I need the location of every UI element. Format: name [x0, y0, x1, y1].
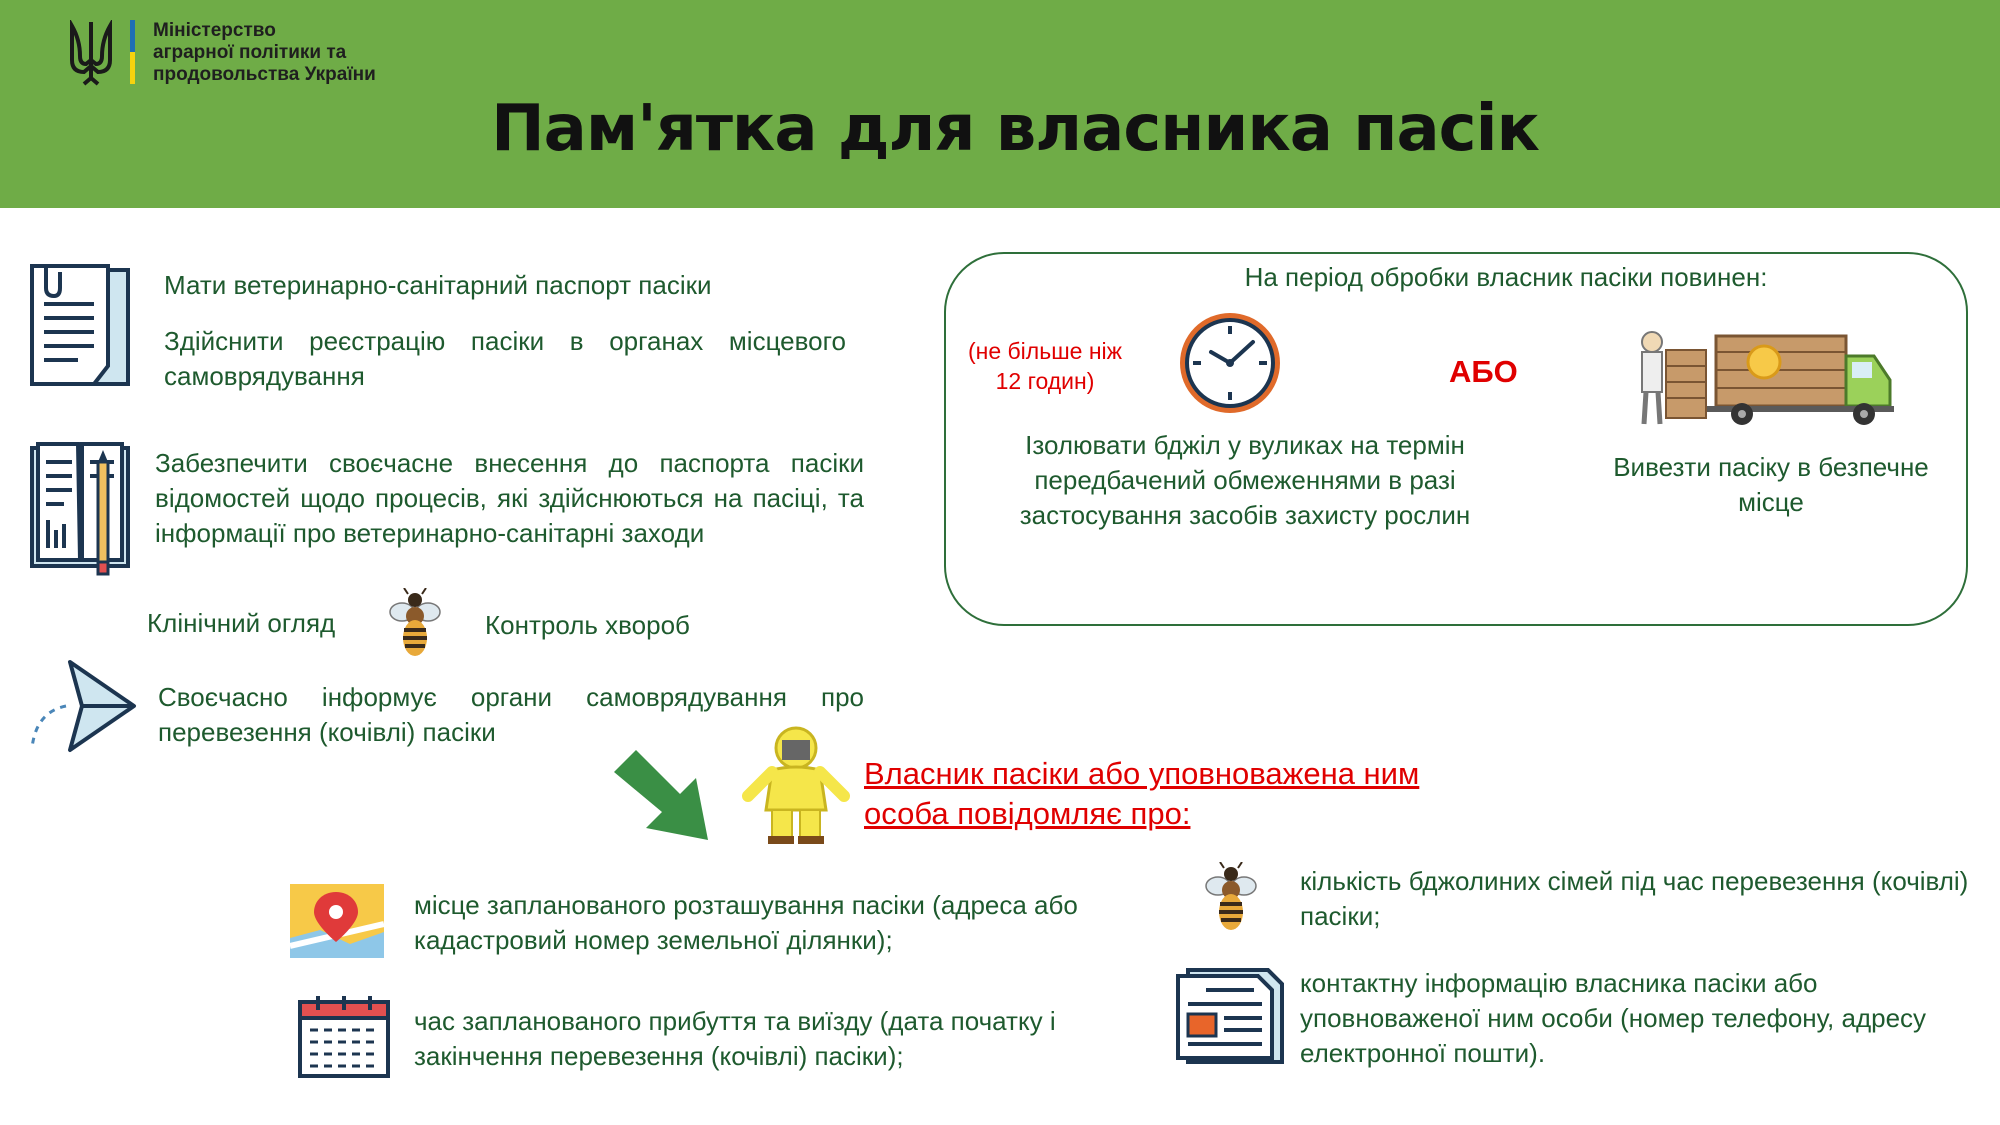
- beekeeper-icon: [742, 726, 850, 846]
- apiary-truck-icon: [1636, 322, 1894, 428]
- item-passport: Мати ветеринарно-санітарний паспорт пасіки: [164, 270, 712, 300]
- relocate-apiary-text: Вивезти пасіку в безпечне місце: [1613, 452, 1929, 517]
- notify-contact: контактну інформацію власника пасіки або уповноваженої ним особи (номер телефону, адресу електронної пошти).: [1300, 968, 1927, 1068]
- disease-control-label: Контроль хвороб: [485, 610, 690, 640]
- bee-icon: [386, 588, 444, 662]
- notify-heading: Власник пасіки або уповноважена ним особа повідомляє про:: [864, 756, 1420, 831]
- page-title: Пам'ятка для власника пасік: [491, 92, 1539, 166]
- map-pin-icon: [290, 884, 384, 958]
- arrow-down-right-icon: [612, 748, 712, 844]
- calendar-icon: [298, 994, 390, 1078]
- trident-icon: [68, 20, 114, 86]
- flag-bar: [130, 20, 135, 84]
- paper-plane-icon: [26, 656, 138, 756]
- ministry-name: Міністерство аграрної політики та продовольства України: [153, 20, 376, 85]
- bee-icon-2: [1202, 862, 1260, 936]
- notify-count: кількість бджолиних сімей під час перевезення (кочівлі) пасіки;: [1300, 866, 1969, 931]
- contact-document-icon: [1174, 966, 1286, 1066]
- clinical-exam-label: Клінічний огляд: [147, 608, 336, 638]
- book-icon: [28, 440, 134, 582]
- clock-icon: [1175, 308, 1285, 418]
- item-registration: Здійснити реєстрацію пасіки в органах місцевого самоврядування: [164, 326, 846, 391]
- or-label: АБО: [1449, 354, 1518, 389]
- item-passport-updates: Забезпечити своєчасне внесення до паспорта пасіки відомостей щодо процесів, які здійснюються на пасіці, та інформації про ветеринарно-санітарні заходи: [155, 448, 864, 548]
- time-limit-note: (не більше ніж 12 годин): [967, 338, 1123, 394]
- item-inform-transport: Своєчасно інформує органи самоврядування про перевезення (кочівлі) пасіки: [158, 682, 864, 747]
- notify-time: час запланованого прибуття та виїзду (дата початку і закінчення перевезення (кочівлі) пасіки);: [414, 1006, 1056, 1071]
- notify-place: місце запланованого розташування пасіки (адреса або кадастровий номер земельної ділянки);: [414, 890, 1078, 955]
- isolate-bees-text: Ізолювати бджіл у вуликах на термін передбачений обмеженнями в разі застосування засобів захисту рослин: [1019, 430, 1471, 530]
- treatment-heading: На період обробки власник пасіки повинен:: [1244, 262, 1768, 292]
- document-icon: [28, 262, 134, 390]
